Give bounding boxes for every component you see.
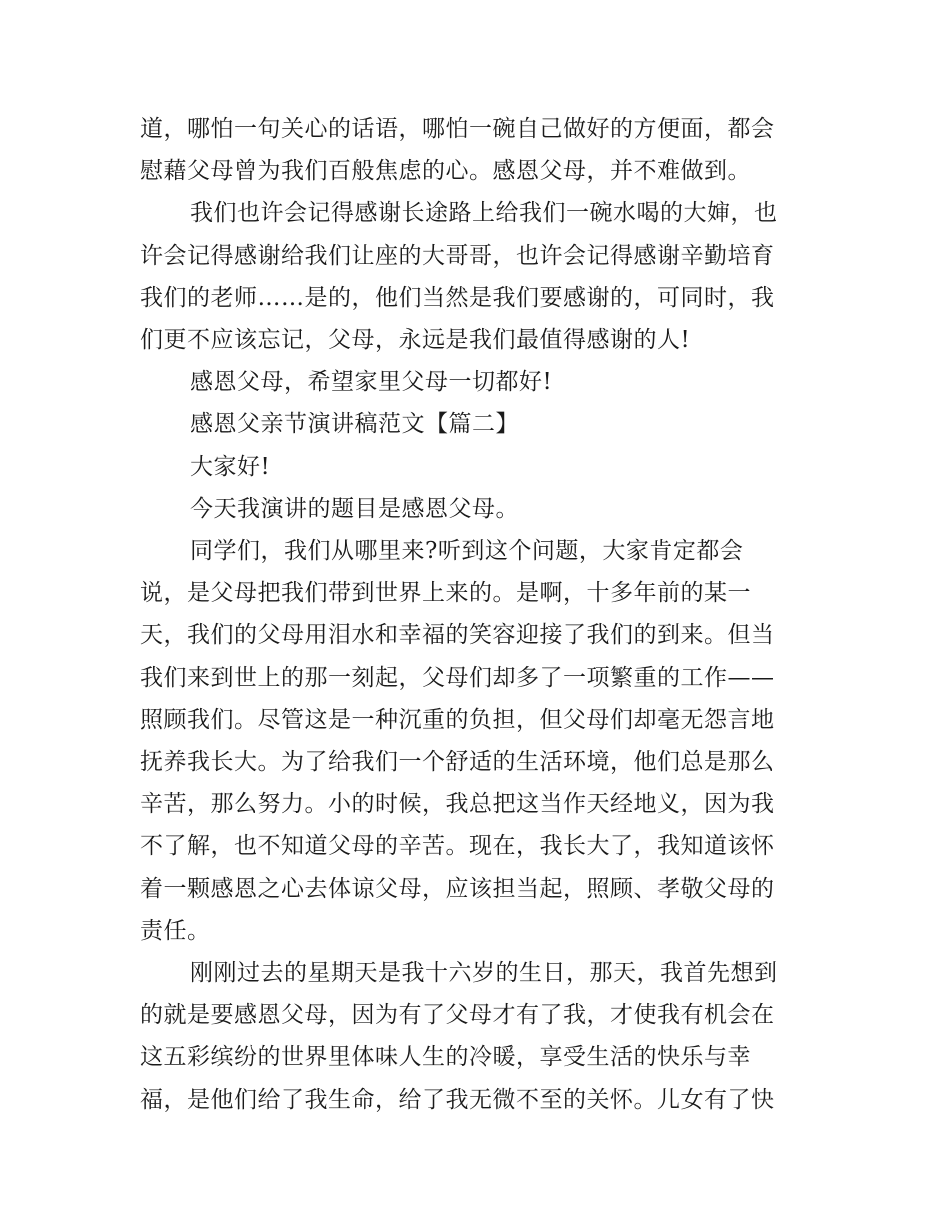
text-line: 感恩父亲节演讲稿范文【篇二】 xyxy=(190,411,519,438)
document-page xyxy=(140,108,812,1121)
text-line: 慰藉父母曾为我们百般焦虑的心。感恩父母，并不难做到。 xyxy=(140,158,751,185)
text-line: 刚刚过去的星期天是我十六岁的生日，那天，我首先想到 xyxy=(190,960,778,987)
paragraph xyxy=(140,108,812,192)
paragraph xyxy=(140,403,812,445)
text-line: 天，我们的父母用泪水和幸福的笑容迎接了我们的到来。但当 xyxy=(140,622,775,649)
paragraph xyxy=(140,192,812,361)
text-line: 我们来到世上的那一刻起，父母们却多了一项繁重的工作—— xyxy=(140,664,775,691)
text-line: 责任。 xyxy=(140,917,211,944)
paragraph xyxy=(140,446,812,488)
paragraph xyxy=(140,530,812,952)
text-line: 的就是要感恩父母，因为有了父母才有了我，才使我有机会在 xyxy=(140,1002,775,1029)
text-line: 说，是父母把我们带到世界上来的。是啊，十多年前的某一 xyxy=(140,580,751,607)
paragraph xyxy=(140,361,812,403)
text-line: 大家好! xyxy=(190,453,271,480)
text-line: 今天我演讲的题目是感恩父母。 xyxy=(190,495,519,522)
paragraph xyxy=(140,952,812,1121)
text-line: 许会记得感谢给我们让座的大哥哥，也许会记得感谢辛勤培育 xyxy=(140,242,775,269)
text-line: 道，哪怕一句关心的话语，哪怕一碗自己做好的方便面，都会 xyxy=(140,116,775,142)
text-line: 我们的老师……是的，他们当然是我们要感谢的，可同时，我 xyxy=(140,284,775,311)
text-line: 这五彩缤纷的世界里体味人生的冷暖，享受生活的快乐与幸 xyxy=(140,1044,751,1071)
text-line: 福，是他们给了我生命，给了我无微不至的关怀。儿女有了快 xyxy=(140,1086,775,1113)
text-line: 不了解，也不知道父母的辛苦。现在，我长大了，我知道该怀 xyxy=(140,833,775,860)
text-line: 同学们，我们从哪里来?听到这个问题，大家肯定都会 xyxy=(190,538,744,565)
paragraph xyxy=(140,488,812,530)
text-line: 我们也许会记得感谢长途路上给我们一碗水喝的大婶，也 xyxy=(190,200,778,227)
text-line: 感恩父母，希望家里父母一切都好! xyxy=(190,369,553,396)
text-line: 们更不应该忘记，父母，永远是我们最值得感谢的人! xyxy=(140,327,691,354)
text-line: 着一颗感恩之心去体谅父母，应该担当起，照顾、孝敬父母的 xyxy=(140,875,775,902)
text-line: 照顾我们。尽管这是一种沉重的负担，但父母们却毫无怨言地 xyxy=(140,706,775,733)
text-line: 辛苦，那么努力。小的时候，我总把这当作天经地义，因为我 xyxy=(140,791,775,818)
text-line: 抚养我长大。为了给我们一个舒适的生活环境，他们总是那么 xyxy=(140,749,775,776)
